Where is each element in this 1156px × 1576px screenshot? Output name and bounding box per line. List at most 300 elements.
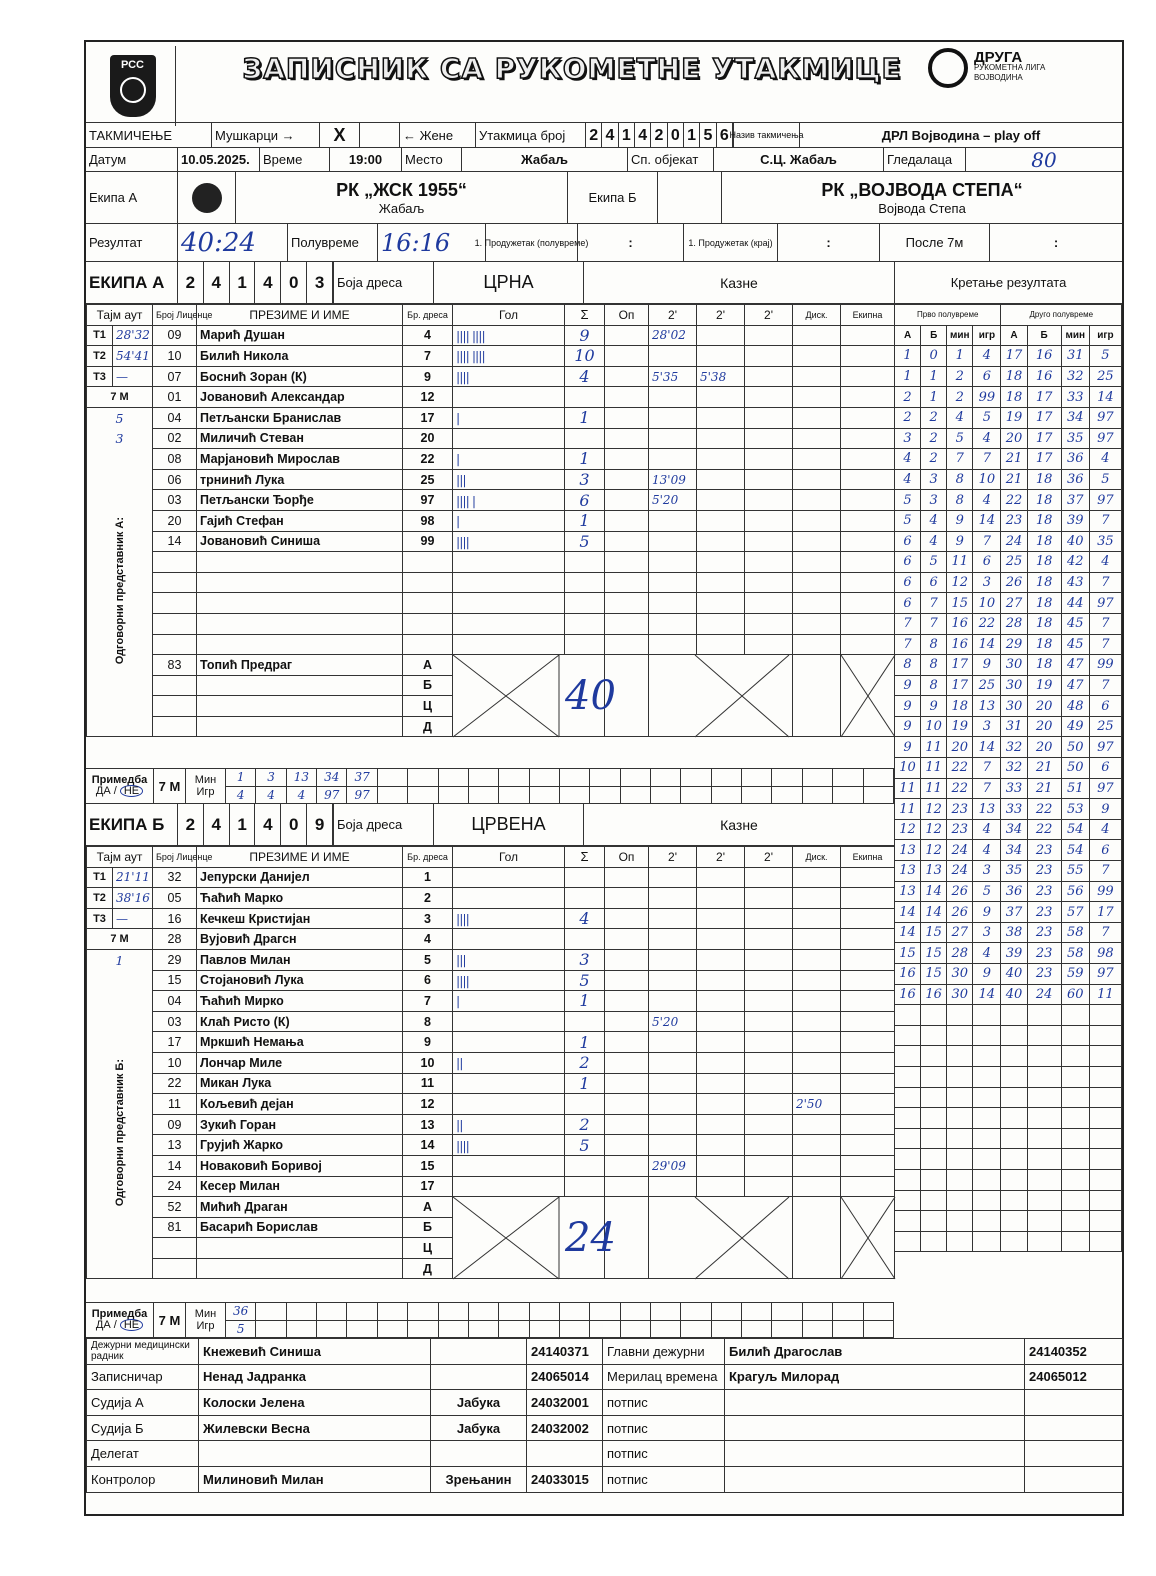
sevenm-cell — [378, 787, 408, 804]
result-value: 40:24 — [178, 224, 288, 261]
progress-cell: 16 — [947, 634, 973, 655]
team-b-note: Примедба ДА / НЕ — [86, 1303, 154, 1337]
player-name: Билић Никола — [197, 346, 403, 367]
progress-cell: 19 — [947, 716, 973, 737]
half-value: 16:16 — [378, 224, 486, 261]
goal-tally — [453, 929, 565, 950]
progress-cell: 30 — [947, 984, 973, 1005]
footer-name — [199, 1441, 431, 1467]
penalty-time — [697, 1155, 745, 1176]
two-min-header: 2' — [649, 847, 697, 868]
table-row — [87, 929, 895, 950]
team-penalty-cell — [841, 1073, 895, 1094]
progress-cell: 5 — [947, 428, 973, 449]
report-title: ЗАПИСНИК СА РУКОМЕТНЕ УТАКМИЦЕ — [242, 51, 902, 85]
goal-tally — [453, 387, 565, 408]
progress-cell: 37 — [1061, 490, 1089, 511]
sevenm-cell — [651, 787, 681, 804]
timeout-value: — — [113, 366, 153, 387]
disq-cell — [793, 867, 841, 888]
progress-cell: 4 — [1089, 819, 1121, 840]
progress-cell: 37 — [1001, 902, 1027, 923]
player-name: Зукић Горан — [197, 1114, 403, 1135]
progress-cell: 30 — [1001, 675, 1027, 696]
ot1-end-label: 1. Продужетак (крај) — [684, 224, 778, 261]
women-label: ← Жене — [400, 123, 476, 147]
progress-cell: 1 — [895, 346, 921, 367]
progress-cell: 10 — [973, 593, 1001, 614]
penalty-time — [649, 1052, 697, 1073]
dress-no: 9 — [403, 366, 453, 387]
progress-cell: 18 — [1027, 634, 1061, 655]
footer-role: Контролор — [87, 1466, 199, 1492]
penalty-time — [649, 929, 697, 950]
sevenm-cell — [803, 787, 833, 804]
warning-cell — [605, 1155, 649, 1176]
player-name: трнинић Лука — [197, 469, 403, 490]
table-row — [87, 572, 895, 593]
team-a-logo — [178, 172, 236, 223]
penalty-time — [745, 428, 793, 449]
team-penalty-cell — [841, 490, 895, 511]
dress-no: 6 — [403, 970, 453, 991]
progress-cell: 6 — [895, 531, 921, 552]
footer-licence: 24032002 — [527, 1415, 603, 1441]
dress-no: 7 — [403, 346, 453, 367]
sevenm-count: 3 — [87, 428, 153, 449]
progress-cell: 9 — [895, 696, 921, 717]
licence-header: Број Лиценце — [153, 847, 197, 868]
warning-cell — [605, 346, 649, 367]
sevenm-cell — [621, 769, 651, 787]
sevenm-cell — [651, 1303, 681, 1321]
licence-no: 11 — [153, 1094, 197, 1115]
progress-cell: 7 — [973, 449, 1001, 470]
licence-header: Број Лиценце — [153, 305, 197, 326]
warning-cell — [605, 490, 649, 511]
sevenm-cell: 4 — [256, 787, 286, 804]
progress-cell: 7 — [921, 613, 947, 634]
licence-no: 28 — [153, 929, 197, 950]
goal-tally: ||| — [453, 949, 565, 970]
footer-role: Судија Б — [87, 1415, 199, 1441]
team-penalty-cell — [841, 1155, 895, 1176]
progress-cell: 9 — [921, 696, 947, 717]
progress-cell: 14 — [895, 922, 921, 943]
sevenm-cell: 36 — [226, 1303, 256, 1321]
penalty-time — [697, 407, 745, 428]
official-name — [197, 1258, 403, 1279]
sevenm-cell — [499, 1321, 529, 1338]
progress-cell: 4 — [1089, 449, 1121, 470]
footer-licence: 24065014 — [527, 1364, 603, 1390]
progress-cell: 23 — [1027, 964, 1061, 985]
progress-cell: 9 — [1089, 799, 1121, 820]
progress-cell: 13 — [895, 840, 921, 861]
progress-cell: 18 — [1027, 655, 1061, 676]
sevenm-cell — [439, 1303, 469, 1321]
footer-licence-2: 24140352 — [1025, 1339, 1123, 1365]
progress-cell: 39 — [1001, 943, 1027, 964]
progress-cell: 97 — [1089, 428, 1121, 449]
footer-name: Кнежевић Синиша — [199, 1339, 431, 1365]
sevenm-cell: 34 — [317, 769, 347, 787]
footer-name-2: Крагуљ Милорад — [725, 1364, 1025, 1390]
progress-row — [895, 840, 1122, 861]
two-min-header: 2' — [697, 305, 745, 326]
progress-col-head: игр — [973, 325, 1001, 346]
dress-no-header: Бр. дреса — [403, 847, 453, 868]
table-row — [87, 593, 895, 614]
progress-cell: 4 — [973, 428, 1001, 449]
goal-tally — [453, 867, 565, 888]
player-name: Јовановић Александар — [197, 387, 403, 408]
licence-no: 17 — [153, 1032, 197, 1053]
progress-cell: 54 — [1061, 819, 1089, 840]
penalty-time — [745, 991, 793, 1012]
progress-cell: 2 — [895, 387, 921, 408]
table-row — [87, 407, 895, 428]
team-a-title: ЕКИПА А — [86, 262, 178, 303]
disq-cell — [793, 407, 841, 428]
goal-sum: 1 — [565, 1032, 605, 1053]
representative-signature-cell — [87, 449, 153, 737]
sevenm-cell — [621, 787, 651, 804]
licence-no: 02 — [153, 428, 197, 449]
disq-header: Диск. — [793, 305, 841, 326]
progress-cell: 18 — [1027, 593, 1061, 614]
progress-row — [895, 449, 1122, 470]
team-penalty-cell — [841, 1011, 895, 1032]
progress-cell: 9 — [895, 675, 921, 696]
goal-tally — [453, 1155, 565, 1176]
player-name: Лончар Миле — [197, 1052, 403, 1073]
penalty-time — [649, 428, 697, 449]
official-disq-box — [793, 655, 841, 737]
team-a-players-table — [86, 304, 895, 737]
progress-row — [895, 922, 1122, 943]
goal-header: Гол — [453, 305, 565, 326]
sevenm-cell: 97 — [317, 787, 347, 804]
team-penalty-header: Екипна — [841, 847, 895, 868]
official-footer-row — [87, 1364, 1123, 1390]
licence-no: 10 — [153, 1052, 197, 1073]
sevenm-cell — [530, 769, 560, 787]
progress-cell: 16 — [1027, 346, 1061, 367]
men-checkbox[interactable]: X — [320, 123, 360, 147]
sevenm-cell — [651, 769, 681, 787]
sevenm-cell — [681, 1303, 711, 1321]
goal-tally: |||| | — [453, 490, 565, 511]
penalty-time — [745, 325, 793, 346]
footer-name: Колоски Јелена — [199, 1390, 431, 1416]
no-option[interactable]: НЕ — [120, 1319, 143, 1331]
progress-cell: 25 — [1089, 716, 1121, 737]
after7m-label: После 7м — [880, 224, 990, 261]
league-logo: ДРУГА РУКОМЕТНА ЛИГА ВОЈВОДИНА — [928, 46, 1118, 90]
progress-cell: 16 — [895, 984, 921, 1005]
warning-cell — [605, 407, 649, 428]
table-row — [87, 366, 895, 387]
progress-cell: 15 — [895, 943, 921, 964]
progress-cell: 6 — [921, 572, 947, 593]
goal-tally: |||| — [453, 908, 565, 929]
team-a-dress: ЦРНА — [434, 262, 584, 303]
progress-cell: 17 — [1027, 428, 1061, 449]
official-row — [87, 655, 895, 676]
team-b-name: РК „ВОЈВОДА СТЕПА“ — [821, 179, 1023, 200]
name-header: ПРЕЗИМЕ И ИМЕ — [197, 847, 403, 868]
penalty-time: 5'35 — [649, 366, 697, 387]
progress-cell: 34 — [1001, 840, 1027, 861]
handball-icon — [120, 77, 146, 103]
progress-cell: 4 — [973, 840, 1001, 861]
sevenm-cell — [408, 769, 438, 787]
player-name: Јепурски Данијел — [197, 867, 403, 888]
sevenm-cell — [742, 787, 772, 804]
sevenm-cell — [560, 787, 590, 804]
dress-no: 8 — [403, 1011, 453, 1032]
team-penalty-cell — [841, 1114, 895, 1135]
ot1-end-value: : — [778, 224, 880, 261]
disq-cell — [793, 346, 841, 367]
team-a-code — [178, 262, 334, 303]
progress-cell: 20 — [1001, 428, 1027, 449]
progress-cell: 35 — [1061, 428, 1089, 449]
progress-cell: 99 — [1089, 655, 1121, 676]
match-no-label: Утакмица број — [476, 123, 586, 147]
goal-tally: | — [453, 991, 565, 1012]
dress-no: 17 — [403, 1176, 453, 1197]
progress-row — [895, 655, 1122, 676]
penalty-time — [745, 949, 793, 970]
progress-cell: 9 — [947, 531, 973, 552]
licence-no: 04 — [153, 407, 197, 428]
progress-cell: 14 — [973, 984, 1001, 1005]
progress-cell: 9 — [947, 510, 973, 531]
penalty-time — [649, 387, 697, 408]
penalty-time — [745, 1073, 793, 1094]
progress-cell: 99 — [1089, 881, 1121, 902]
women-checkbox[interactable] — [360, 123, 400, 147]
table-header-row — [87, 847, 895, 868]
player-name: Клаћ Ристо (К) — [197, 1011, 403, 1032]
goal-tally: |||| — [453, 366, 565, 387]
goal-sum: 1 — [565, 510, 605, 531]
table-row — [87, 552, 895, 573]
match-no-digit: 4 — [602, 123, 618, 148]
progress-row — [895, 758, 1122, 779]
progress-cell: 32 — [1061, 366, 1089, 387]
progress-cell: 40 — [1001, 964, 1027, 985]
penalty-time — [697, 510, 745, 531]
progress-row — [895, 1066, 1122, 1087]
footer-licence-2 — [1025, 1441, 1123, 1467]
dress-no: 3 — [403, 908, 453, 929]
progress-cell: 30 — [1001, 655, 1027, 676]
warning-cell — [605, 1011, 649, 1032]
disq-cell — [793, 1176, 841, 1197]
half-label: Полувреме — [288, 224, 378, 261]
team-b-label: Екипа Б — [568, 172, 658, 223]
date-label: Датум — [86, 148, 178, 171]
progress-cell: 6 — [1089, 758, 1121, 779]
progress-cell: 2 — [921, 449, 947, 470]
disq-cell — [793, 1155, 841, 1176]
yes-option[interactable]: ДА — [95, 785, 111, 797]
sevenm-cell: 1 — [226, 769, 256, 787]
progress-cell: 21 — [1027, 758, 1061, 779]
sevenm-cell — [378, 1321, 408, 1338]
progress-row — [895, 819, 1122, 840]
venue-value: С.Ц. Жабаљ — [714, 148, 884, 171]
team-penalty-cell — [841, 531, 895, 552]
official-penalty-box — [649, 1197, 793, 1279]
progress-cell: 10 — [973, 469, 1001, 490]
dress-no: 99 — [403, 531, 453, 552]
name-header: ПРЕЗИМЕ И ИМЕ — [197, 305, 403, 326]
result-label: Резултат — [86, 224, 178, 261]
team-b-dress: ЦРВЕНА — [434, 804, 584, 845]
footer-name-2 — [725, 1390, 1025, 1416]
timeout-id: T3 — [87, 366, 113, 387]
progress-cell: 9 — [973, 964, 1001, 985]
sevenm-cell — [469, 1303, 499, 1321]
official-licence: 52 — [153, 1197, 197, 1218]
goal-sum: 10 — [565, 346, 605, 367]
goal-sum — [565, 929, 605, 950]
team-penalty-cell — [841, 929, 895, 950]
progress-cell: 97 — [1089, 778, 1121, 799]
progress-row — [895, 387, 1122, 408]
progress-cell: 14 — [895, 902, 921, 923]
progress-cell: 16 — [947, 613, 973, 634]
official-letter: Б — [403, 675, 453, 696]
penalty-time — [745, 387, 793, 408]
progress-cell: 11 — [1089, 984, 1121, 1005]
footer-licence — [527, 1441, 603, 1467]
table-row — [87, 908, 895, 929]
match-no-digit: 0 — [668, 123, 684, 148]
goal-tally: |||| — [453, 970, 565, 991]
licence-no: 29 — [153, 949, 197, 970]
goal-tally — [453, 1073, 565, 1094]
progress-cell: 10 — [921, 716, 947, 737]
official-footer-row — [87, 1415, 1123, 1441]
progress-cell: 4 — [973, 819, 1001, 840]
progress-row — [895, 902, 1122, 923]
player-name: Јовановић Синиша — [197, 531, 403, 552]
progress-cell: 5 — [973, 881, 1001, 902]
penalty-time — [697, 346, 745, 367]
progress-cell: 35 — [1001, 861, 1027, 882]
progress-row — [895, 1128, 1122, 1149]
goal-sum: 1 — [565, 407, 605, 428]
spectators-label: Гледалаца — [884, 148, 966, 171]
penalty-time — [745, 407, 793, 428]
dress-no: 12 — [403, 387, 453, 408]
sevenm-cell — [651, 1321, 681, 1338]
dress-no: 22 — [403, 449, 453, 470]
disq-cell — [793, 949, 841, 970]
warning-cell — [605, 888, 649, 909]
disq-cell — [793, 510, 841, 531]
progress-cell: 6 — [895, 552, 921, 573]
team-code-digit: 1 — [230, 804, 256, 845]
warning-cell — [605, 325, 649, 346]
progress-row — [895, 490, 1122, 511]
progress-cell: 14 — [973, 510, 1001, 531]
footer-city: Јабука — [431, 1390, 527, 1416]
progress-cell: 4 — [895, 469, 921, 490]
sevenm-cell: 13 — [287, 769, 317, 787]
warning-cell — [605, 366, 649, 387]
progress-cell: 24 — [947, 861, 973, 882]
licence-no: 32 — [153, 867, 197, 888]
penalty-time — [649, 908, 697, 929]
progress-cell: 40 — [1061, 531, 1089, 552]
progress-cell: 23 — [1027, 881, 1061, 902]
penalty-time: 13'09 — [649, 469, 697, 490]
progress-cell: 99 — [973, 387, 1001, 408]
footer-licence-2: 24065012 — [1025, 1364, 1123, 1390]
team-penalty-cell — [841, 325, 895, 346]
footer-role-2: потпис — [603, 1441, 725, 1467]
team-code-digit: 2 — [178, 804, 204, 845]
licence-no: 08 — [153, 449, 197, 470]
penalty-time — [745, 888, 793, 909]
official-goal-box — [453, 655, 616, 737]
penalty-time: 5'38 — [697, 366, 745, 387]
progress-cell: 3 — [921, 490, 947, 511]
progress-cell: 6 — [895, 593, 921, 614]
timeout-id: T2 — [87, 888, 113, 909]
penalty-time — [649, 1032, 697, 1053]
team-penalty-cell — [841, 1094, 895, 1115]
progress-cell: 18 — [1027, 510, 1061, 531]
sevenm-cell — [742, 1321, 772, 1338]
footer-name-2 — [725, 1441, 1025, 1467]
progress-cell: 19 — [1001, 407, 1027, 428]
team-code-digit: 2 — [178, 262, 204, 303]
progress-cell: 34 — [1001, 819, 1027, 840]
sevenm-cell — [742, 1303, 772, 1321]
table-row — [87, 867, 895, 888]
footer-licence: 24032001 — [527, 1390, 603, 1416]
team-a-name-cell — [236, 172, 568, 223]
sevenm-cell — [256, 1303, 286, 1321]
yes-option[interactable]: ДА — [95, 1319, 111, 1331]
player-name: Стојановић Лука — [197, 970, 403, 991]
player-name: Миличић Стеван — [197, 428, 403, 449]
ot1-half-value: : — [578, 224, 684, 261]
progress-col-head: мин — [1061, 325, 1089, 346]
progress-cell: 23 — [1027, 943, 1061, 964]
no-option[interactable]: НЕ — [120, 785, 143, 797]
progress-cell: 12 — [921, 840, 947, 861]
timeout-value: 54'41 — [113, 346, 153, 367]
score-progress-title: Кретање резултата — [894, 262, 1122, 304]
two-min-header: 2' — [697, 847, 745, 868]
progress-cell: 44 — [1061, 593, 1089, 614]
progress-cell: 20 — [1027, 716, 1061, 737]
player-name: Микан Лука — [197, 1073, 403, 1094]
dress-no: 1 — [403, 867, 453, 888]
sevenm-count — [87, 970, 153, 991]
progress-cell: 26 — [1001, 572, 1027, 593]
penalty-time — [745, 469, 793, 490]
progress-cell: 14 — [973, 634, 1001, 655]
